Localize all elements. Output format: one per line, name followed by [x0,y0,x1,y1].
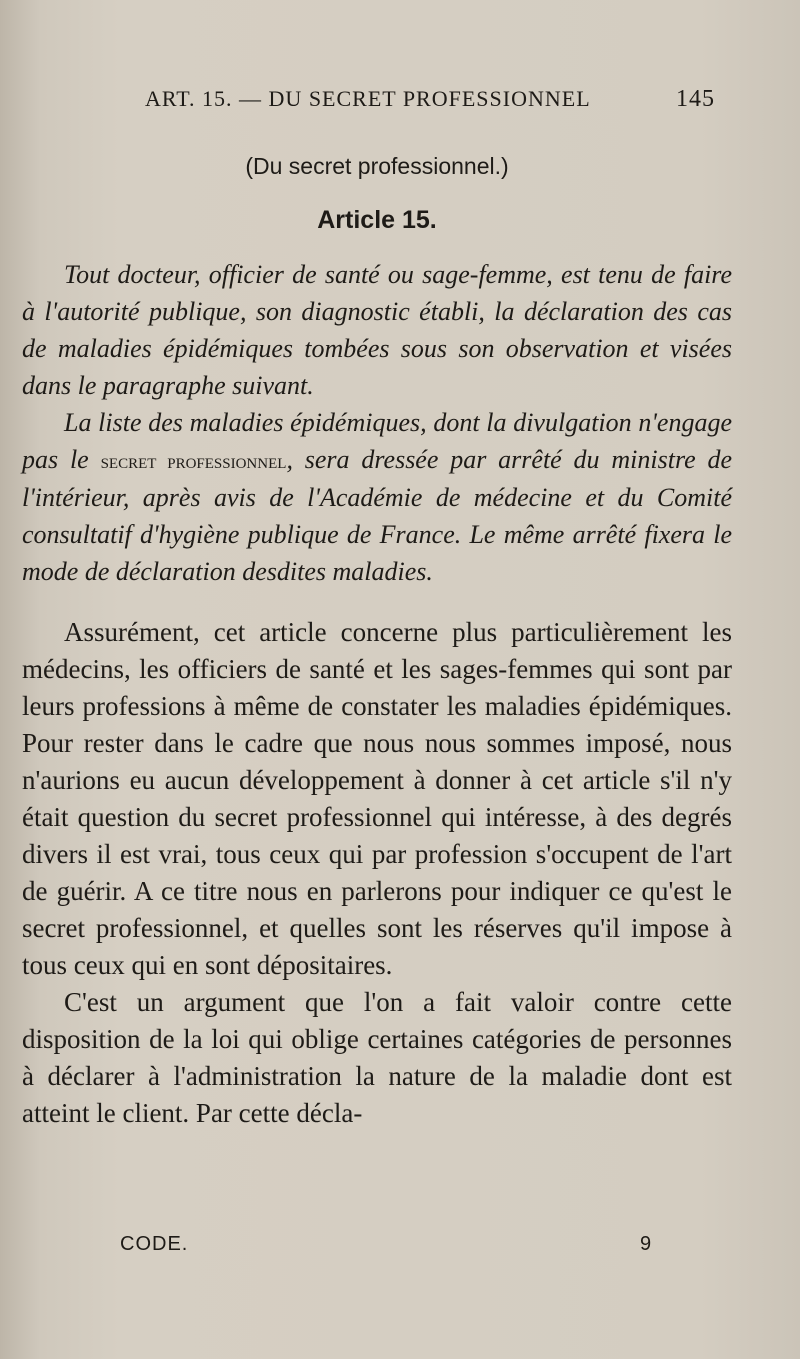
running-title: ART. 15. — DU SECRET PROFESSIONNEL [145,86,591,111]
section-subtitle: (Du secret professionnel.) [245,153,509,179]
commentary-paragraph-1: Assurément, cet article concerne plus particulièrement les médecins, les officiers de santé et les sages-femmes qui sont par leurs professions à même de constater les maladies épidémiques. Pour rester dans le cadre que nous nous sommes imposé, nous n'aurions eu aucun développement à donner à cet article s'il n'y était question du secret professionnel qui intéresse, à des degrés divers il est vrai, tous ceux qui par profession s'occupent de l'art de guérir. A ce titre nous en parlerons pour indiquer ce qu'est le secret professionnel, et quelles sont les réserves qu'il impose à tous ceux qui en sont dépositaires. [22,617,732,980]
printer-signature: CODE. [120,1233,189,1255]
commentary-text [22,614,732,1132]
commentary-paragraph-2: C'est un argument que l'on a fait valoir contre cette disposition de la loi qui oblige certaines catégories de personnes à déclarer à l'administration la nature de la maladie dont est atteint le client. Par cette décla- [22,987,732,1128]
signature-number: 9 [640,1233,652,1255]
article-paragraph-2-start: La liste des maladies épidémiques, dont la divulgation n'engage pas le [22,408,732,474]
article-paragraph-2-end: , sera dressée par arrêté du ministre de l'intérieur, après avis de l'Académie de médecine et du Comité consultatif d'hygiène publique de France. Le même arrêté fixera le mode de déclaration desdites maladies. [22,445,733,586]
page-body [22,138,732,1132]
page-number: 145 [676,86,715,112]
article-text [22,256,732,590]
article-heading: Article 15. [317,206,437,234]
article-paragraph-1: Tout docteur, officier de santé ou sage-femme, est tenu de faire à l'autorité publique, son diagnostic établi, la déclaration des cas de maladies épidémiques tombées sous son observation et visées dans le paragraphe suivant. [22,260,732,400]
article-paragraph-2 [22,404,732,590]
running-header [145,86,715,126]
small-caps-term: secret professionnel [100,448,287,473]
